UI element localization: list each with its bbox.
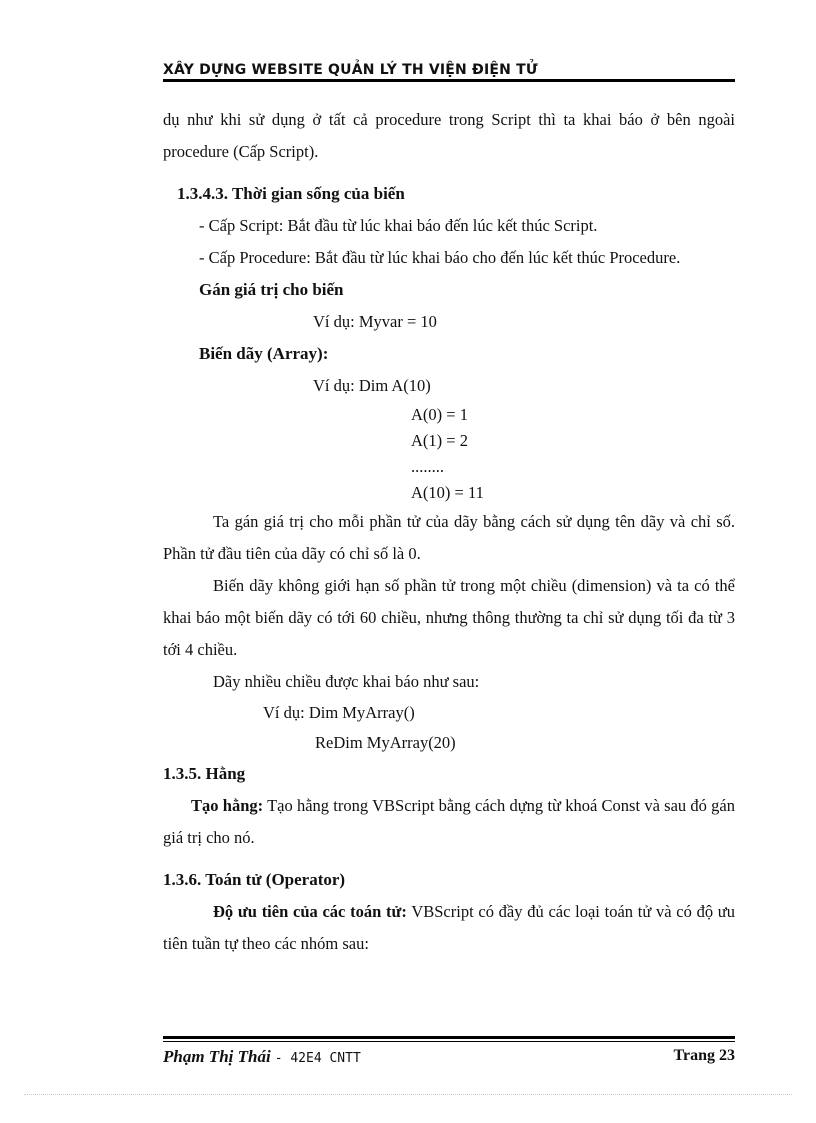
array-paragraph: Ta gán giá trị cho mỗi phần tử của dãy bằng cách sử dụng tên dãy và chỉ số. Phần tử đầu tiên của dãy có chỉ số là 0. [163,512,735,563]
footer-author: Phạm Thị Thái [163,1047,271,1066]
const-lead: Tạo hằng: [191,796,264,815]
footer-class: - 42E4 CNTT [274,1051,361,1066]
multi-example-line: Ví dụ: Dim MyArray() [263,703,415,722]
assign-title: Gán giá trị cho biến [199,280,344,299]
array-example-line: A(0) = 1 [411,405,468,424]
multi-example-line: ReDim MyArray(20) [315,733,456,752]
header-rule [163,79,735,82]
const-paragraph [163,790,735,854]
page-footer [163,1036,735,1067]
const-text: Tạo hằng trong VBScript bằng cách dựng từ khoá Const và sau đó gán giá trị cho nó. [163,796,735,847]
footer-rule-thin [163,1041,735,1042]
header-title: XÂY DỰNG WEBSITE QUẢN LÝ TH VIỆN ĐIỆN TỬ [163,62,538,78]
operator-paragraph [163,896,735,960]
array-example-line: A(10) = 11 [411,483,484,502]
page-content [163,104,735,960]
assign-example: Ví dụ: Myvar = 10 [313,312,437,331]
array-example-line: A(1) = 2 [411,431,468,450]
page-header [163,62,735,82]
array-example-line: ........ [411,457,444,476]
intro-paragraph: dụ như khi sử dụng ở tất cả procedure trong Script thì ta khai báo ở bên ngoài procedure (Cấp Script). [163,110,735,161]
section-136-title: 1.3.6. Toán tử (Operator) [163,870,346,889]
array-title: Biến dãy (Array): [199,344,329,363]
page-number: Trang 23 [673,1047,735,1064]
array-paragraph: Dãy nhiều chiều được khai báo như sau: [213,672,480,691]
array-example-line: Ví dụ: Dim A(10) [313,376,431,395]
operator-text: VBScript có đầy đủ các loại toán tử và có độ ưu tiên tuần tự theo các nhóm sau: [163,902,735,953]
page-edge [24,1094,792,1095]
operator-lead: Độ ưu tiên của các toán tử: [213,902,407,921]
section-135-title: 1.3.5. Hằng [163,764,246,783]
lifetime-procedure: - Cấp Procedure: Bắt đầu từ lúc khai báo cho đến lúc kết thúc Procedure. [199,248,681,267]
lifetime-script: - Cấp Script: Bắt đầu từ lúc khai báo đến lúc kết thúc Script. [199,216,598,235]
footer-rule [163,1036,735,1039]
section-1343-title: 1.3.4.3. Thời gian sống của biến [177,184,405,203]
array-paragraph: Biến dãy không giới hạn số phần tử trong một chiều (dimension) và ta có thể khai báo một biến dãy có tới 60 chiều, nhưng thông thường ta chỉ sử dụng tối đa từ 3 tới 4 chiều. [163,576,735,659]
